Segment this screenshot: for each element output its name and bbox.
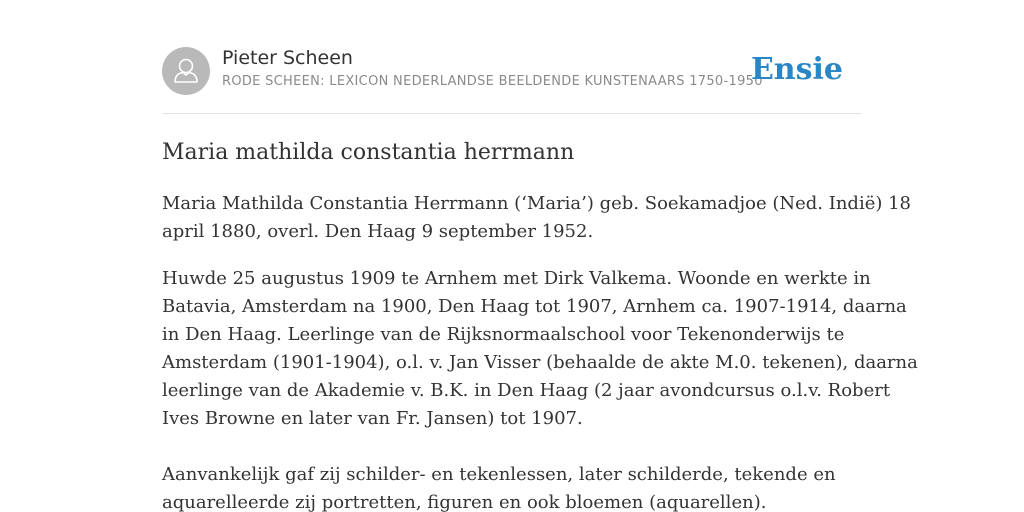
paragraph-line: aquarelleerde zij portretten, figuren en ook bloemen (aquarellen). (162, 492, 767, 512)
paragraph-line: Aanvankelijk gaf zij schilder- en tekenlessen, later schilderde, tekende en (162, 464, 836, 485)
paragraph-work (162, 461, 862, 512)
paragraph-line: Ives Browne en later van Fr. Jansen) tot 1907. (162, 408, 583, 429)
paragraph-birth-death (162, 190, 912, 246)
user-silhouette-icon (162, 47, 210, 95)
author-name[interactable]: Pieter Scheen (222, 47, 353, 69)
paragraph-line: Maria Mathilda Constantia Herrmann (‘Maria’) geb. Soekamadjoe (Ned. Indië) 18 (162, 193, 912, 214)
paragraph-line: leerlinge van de Akademie v. B.K. in Den Haag (2 jaar avondcursus o.l.v. Robert (162, 380, 891, 401)
paragraph-biography (162, 265, 918, 433)
avatar[interactable] (162, 47, 210, 95)
header-divider (162, 113, 862, 114)
author-header (162, 46, 862, 96)
article-title: Maria mathilda constantia herrmann (162, 140, 575, 165)
source-title[interactable]: RODE SCHEEN: LEXICON NEDERLANDSE BEELDENDE KUNSTENAARS 1750-1950 (222, 74, 763, 89)
brand-logo[interactable]: Ensie (750, 52, 843, 87)
paragraph-line: april 1880, overl. Den Haag 9 september 1952. (162, 221, 594, 242)
paragraph-line: Batavia, Amsterdam na 1900, Den Haag tot 1907, Arnhem ca. 1907-1914, daarna (162, 296, 907, 317)
paragraph-line: Amsterdam (1901-1904), o.l. v. Jan Visser (behaalde de akte M.0. tekenen), daarna (162, 352, 918, 373)
paragraph-line: Huwde 25 augustus 1909 te Arnhem met Dirk Valkema. Woonde en werkte in (162, 268, 871, 289)
paragraph-line: in Den Haag. Leerlinge van de Rijksnormaalschool voor Tekenonderwijs te (162, 324, 845, 345)
